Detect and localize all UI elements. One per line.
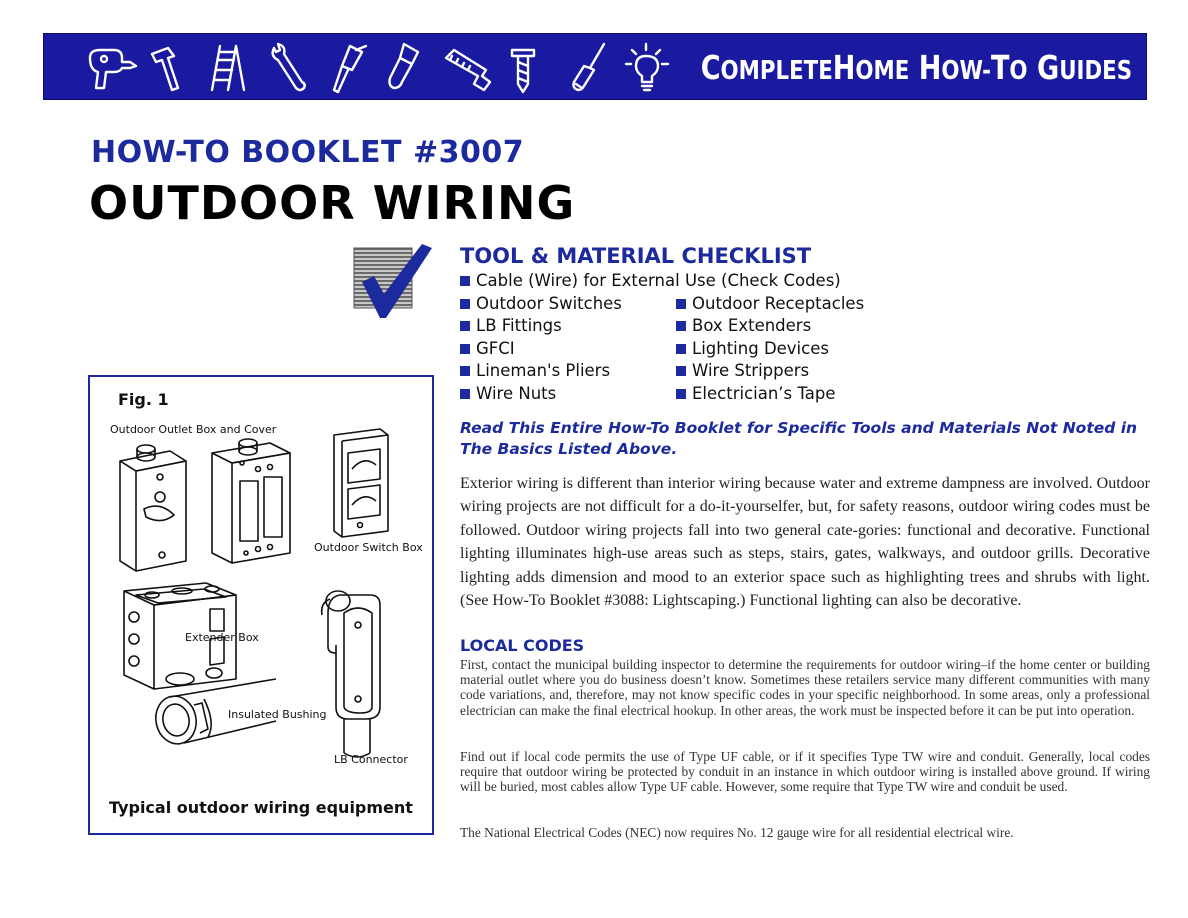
wiring-equipment-illustration xyxy=(90,377,432,797)
checkbox-icon xyxy=(676,299,686,309)
label-outlet-box: Outdoor Outlet Box and Cover xyxy=(110,423,277,436)
figure-box xyxy=(88,375,434,835)
checklist-row: Wire Nuts Electrician’s Tape xyxy=(460,383,841,406)
checkbox-icon xyxy=(676,344,686,354)
local-codes-paragraph-3: The National Electrical Codes (NEC) now requires No. 12 gauge wire for all residential electrical wire. xyxy=(460,825,1014,840)
checklist-row: GFCI Lighting Devices xyxy=(460,338,841,361)
brand-name: COMPLETEHOME HOW-TO GUIDES xyxy=(700,48,1132,87)
paintbrush-icon xyxy=(390,44,419,88)
wrench-icon xyxy=(273,44,305,90)
booklet-note: Read This Entire How-To Booklet for Specific Tools and Materials Not Noted in The Basics Listed Above. xyxy=(460,419,1138,458)
saw-icon xyxy=(446,50,490,90)
ladder-icon xyxy=(212,46,244,90)
checkbox-icon xyxy=(460,344,470,354)
hammer-icon xyxy=(152,48,178,90)
outlet-cover-drawing xyxy=(334,429,388,537)
screw-icon xyxy=(512,50,534,92)
switch-box-drawing xyxy=(212,439,290,563)
caulk-gun-icon xyxy=(334,46,366,92)
checkmark-icon xyxy=(352,244,432,320)
lightbulb-icon xyxy=(626,44,668,90)
figure-caption: Typical outdoor wiring equipment xyxy=(109,798,413,817)
checklist-row: Lineman's Pliers Wire Strippers xyxy=(460,360,841,383)
intro-paragraph: Exterior wiring is different than interior wiring because water and extreme dampness are involved. Outdoor wiring projects are not difficult for a do-it-yourselfer, but, for safety reasons, outdoor wiring codes must be followed. Outdoor wiring projects fall into two general cate-gories: functional and decorative. Functional lighting illuminates high-use areas such as steps, stairs, gates, walkways, and outdoor grills. Decorative lighting adds dimension and mood to an exterior space such as highlighting trees and shrubs with light. (See How-To Booklet #3088: Lightscaping.) Functional lighting can also be decorative. xyxy=(460,475,1150,610)
checklist-title: TOOL & MATERIAL CHECKLIST xyxy=(460,244,812,268)
screwdriver-icon xyxy=(574,44,605,90)
checklist xyxy=(460,270,865,406)
extender-box-drawing xyxy=(124,583,236,689)
local-codes-heading: LOCAL CODES xyxy=(460,636,585,655)
checkbox-icon xyxy=(460,276,470,286)
outlet-box-drawing xyxy=(120,445,186,571)
checklist-row: LB Fittings Box Extenders xyxy=(460,315,841,338)
checkbox-icon xyxy=(676,321,686,331)
local-codes-paragraph-1: First, contact the municipal building inspector to determine the requirements for outdoor wiring–if the home center or building material outlet where you do business doesn’t know. Sometimes these retailers service many different communities with many code variations, and, therefore, may not know specific codes in your specific neighborhood. In some areas, only a professional electrician can make the final electrical hookup. In other areas, the work must be inspected before it can be put into operation. xyxy=(460,657,1150,718)
checkbox-icon xyxy=(460,366,470,376)
booklet-number: HOW-TO BOOKLET #3007 xyxy=(91,135,525,170)
label-lb-connector: LB Connector xyxy=(334,753,408,766)
local-codes-paragraph-2: Find out if local code permits the use of Type UF cable, or if it specifies Type TW wire and conduit. Generally, local codes require that outdoor wiring be protected by conduit in an instance in which outdoor wiring is installed above ground. If wiring will be buried, most cables allow Type UF cable. However, some require that Type TW wire and conduit be used. xyxy=(460,749,1150,795)
label-bushing: Insulated Bushing xyxy=(228,708,327,721)
bushing-drawing xyxy=(151,679,276,748)
label-extender-box: Extender Box xyxy=(185,631,259,644)
label-switch-box: Outdoor Switch Box xyxy=(314,541,423,554)
tool-icons-strip xyxy=(84,40,724,94)
figure-label: Fig. 1 xyxy=(118,390,169,409)
checklist-row: Outdoor Switches Outdoor Receptacles xyxy=(460,293,841,316)
checkbox-icon xyxy=(460,321,470,331)
checklist-item: Cable (Wire) for External Use (Check Codes) xyxy=(460,270,841,293)
drill-icon xyxy=(90,50,136,88)
checkbox-icon xyxy=(676,389,686,399)
checkbox-icon xyxy=(676,366,686,376)
page-title: OUTDOOR WIRING xyxy=(89,176,576,230)
header-banner xyxy=(43,33,1147,100)
lb-connector-drawing xyxy=(322,591,380,757)
checkbox-icon xyxy=(460,299,470,309)
checkbox-icon xyxy=(460,389,470,399)
